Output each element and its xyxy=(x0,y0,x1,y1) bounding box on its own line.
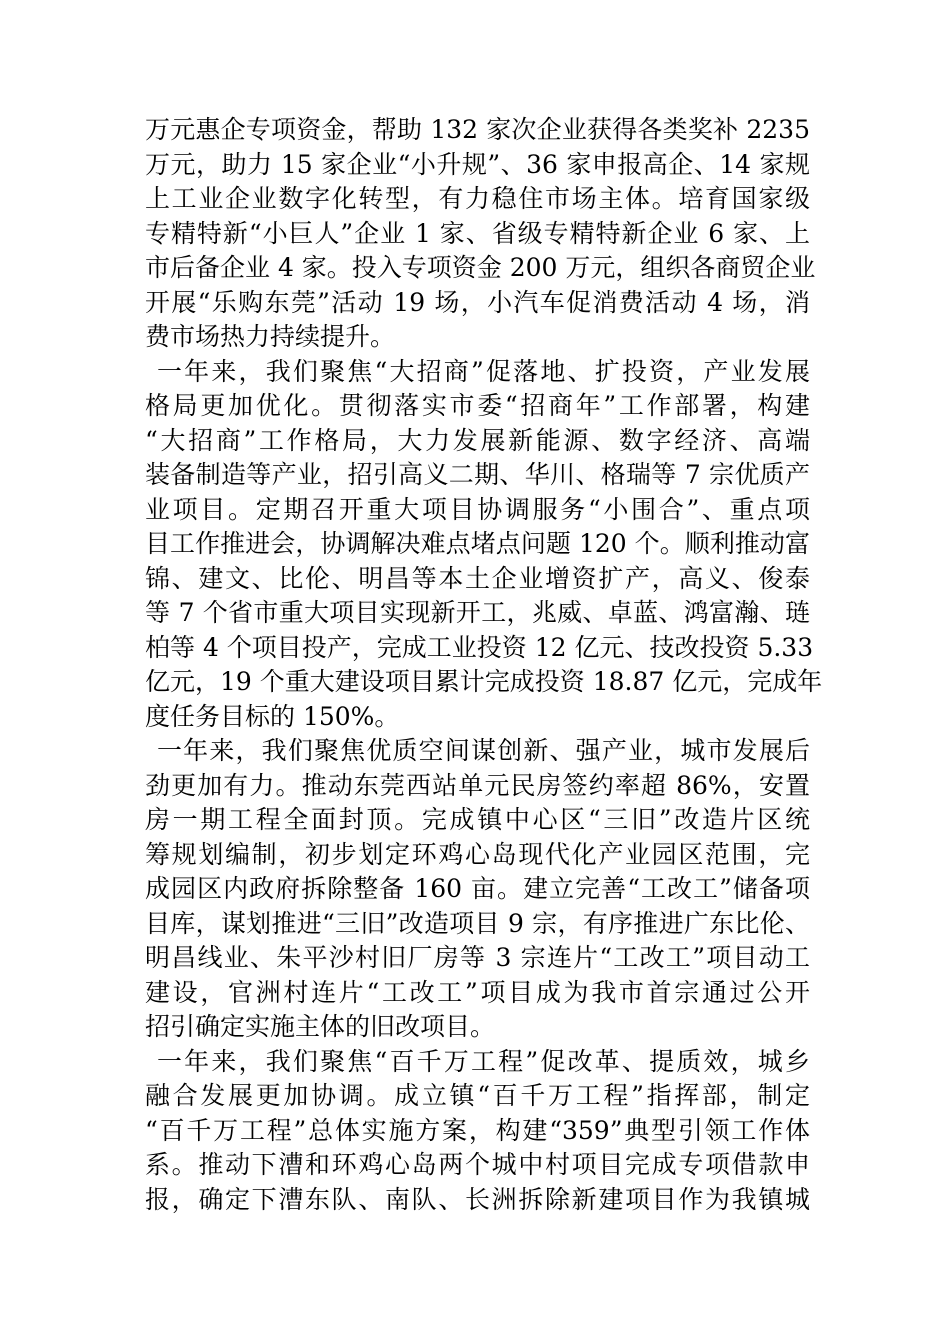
text-line: 格局更加优化。贯彻落实市委“招商年”工作部署，构建 xyxy=(145,391,810,420)
document-body xyxy=(145,113,823,1217)
text-line: 房一期工程全面封顶。完成镇中心区“三旧”改造片区统 xyxy=(145,805,810,834)
paragraph-4 xyxy=(145,1045,810,1218)
text-line: 亿元，19 个重大建设项目累计完成投资 18.87 亿元，完成年 xyxy=(145,667,823,696)
text-line: 费市场热力持续提升。 xyxy=(145,322,396,351)
text-line: 一年来，我们聚焦优质空间谋创新、强产业，城市发展后 xyxy=(157,736,810,765)
text-line: 装备制造等产业，招引高义二期、华川、格瑞等 7 宗优质产 xyxy=(145,460,810,489)
text-line: 成园区内政府拆除整备 160 亩。建立完善“工改工”储备项 xyxy=(145,874,810,903)
text-line: 上工业企业数字化转型，有力稳住市场主体。培育国家级 xyxy=(145,184,810,213)
paragraph-2 xyxy=(145,355,823,735)
text-line: 建设，官洲村连片“工改工”项目成为我市首宗通过公开 xyxy=(145,977,810,1007)
text-line: 业项目。定期召开重大项目协调服务“小围合”、重点项 xyxy=(145,494,810,524)
text-line: 度任务目标的 150%。 xyxy=(145,701,400,731)
text-line: 筹规划编制，初步划定环鸡心岛现代化产业园区范围，完 xyxy=(145,839,810,869)
text-line: 一年来，我们聚焦“大招商”促落地、扩投资，产业发展 xyxy=(157,356,810,386)
text-line: “大招商”工作格局，大力发展新能源、数字经济、高端 xyxy=(145,425,810,455)
text-line: 招引确定实施主体的旧改项目。 xyxy=(145,1012,496,1041)
text-line: 目库，谋划推进“三旧”改造项目 9 宗，有序推进广东比伦、 xyxy=(145,908,810,938)
text-line: 开展“乐购东莞”活动 19 场，小汽车促消费活动 4 场，消 xyxy=(145,287,810,317)
text-line: 一年来，我们聚焦“百千万工程”促改革、提质效，城乡 xyxy=(157,1046,810,1076)
text-line: 目工作推进会，协调解决难点堵点问题 120 个。顺利推动富 xyxy=(145,529,810,558)
text-line: 报，确定下漕东队、南队、长洲拆除新建项目作为我镇城 xyxy=(145,1184,810,1214)
paragraph-3 xyxy=(145,734,810,1045)
text-line: 等 7 个省市重大项目实现新开工，兆威、卓蓝、鸿富瀚、琏 xyxy=(145,598,810,627)
text-line: 明昌线业、朱平沙村旧厂房等 3 宗连片“工改工”项目动工 xyxy=(145,943,810,972)
paragraph-1 xyxy=(145,113,816,355)
text-line: 万元惠企专项资金，帮助 132 家次企业获得各类奖补 2235 xyxy=(145,115,810,144)
text-line: 锦、建文、比伦、明昌等本土企业增资扩产，高义、俊泰 xyxy=(145,563,810,593)
text-line: 市后备企业 4 家。投入专项资金 200 万元，组织各商贸企业 xyxy=(145,253,816,282)
text-line: “百千万工程”总体实施方案，构建“359”典型引领工作体 xyxy=(145,1115,810,1145)
text-line: 专精特新“小巨人”企业 1 家、省级专精特新企业 6 家、上 xyxy=(145,218,810,248)
text-line: 融合发展更加协调。成立镇“百千万工程”指挥部，制定 xyxy=(145,1081,810,1110)
text-line: 系。推动下漕和环鸡心岛两个城中村项目完成专项借款申 xyxy=(145,1150,810,1179)
text-line: 柏等 4 个项目投产，完成工业投资 12 亿元、技改投资 5.33 xyxy=(145,632,814,662)
text-line: 劲更加有力。推动东莞西站单元民房签约率超 86%，安置 xyxy=(145,770,810,800)
text-line: 万元，助力 15 家企业“小升规”、36 家申报高企、14 家规 xyxy=(145,149,810,179)
